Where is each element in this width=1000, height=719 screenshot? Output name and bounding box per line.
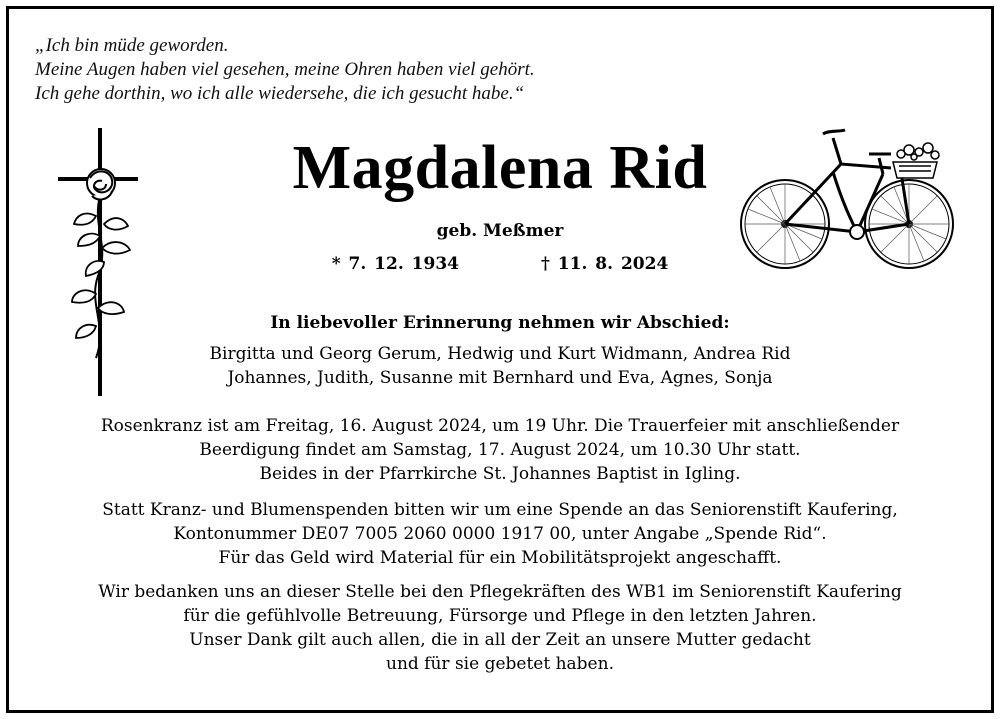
birth-date: * 7. 12. 1934 bbox=[331, 254, 459, 274]
life-dates bbox=[0, 252, 1000, 276]
family-list bbox=[0, 342, 1000, 390]
bicycle-with-flower-basket-icon bbox=[733, 124, 961, 272]
deceased-name: Magdalena Rid bbox=[292, 134, 708, 202]
service-line: Beides in der Pfarrkirche St. Johannes Baptist in Igling. bbox=[259, 464, 741, 484]
quote bbox=[35, 34, 535, 106]
family-line: Birgitta und Georg Gerum, Hedwig und Kurt Widmann, Andrea Rid bbox=[209, 344, 791, 364]
thanks-line: Unser Dank gilt auch allen, die in all der Zeit an unsere Mutter gedacht bbox=[189, 630, 811, 650]
donation-info bbox=[0, 498, 1000, 570]
quote-line: „Ich bin müde geworden. bbox=[35, 35, 229, 56]
quote-line: Meine Augen haben viel gesehen, meine Ohren haben viel gehört. bbox=[35, 59, 535, 80]
donation-line: Statt Kranz- und Blumenspenden bitten wir um eine Spende an das Seniorenstift Kaufering, bbox=[102, 500, 898, 520]
thanks-line: und für sie gebetet haben. bbox=[386, 654, 614, 674]
service-info bbox=[0, 414, 1000, 486]
donation-line: Kontonummer DE07 7005 2060 0000 1917 00, unter Angabe „Spende Rid“. bbox=[173, 524, 827, 544]
farewell-heading: In liebevoller Erinnerung nehmen wir Abschied: bbox=[270, 313, 730, 333]
born-name: geb. Meßmer bbox=[436, 221, 564, 241]
thanks-line: für die gefühlvolle Betreuung, Fürsorge und Pflege in den letzten Jahren. bbox=[183, 606, 817, 626]
donation-line: Für das Geld wird Material für ein Mobilitätsprojekt angeschafft. bbox=[218, 548, 782, 568]
service-line: Rosenkranz ist am Freitag, 16. August 2024, um 19 Uhr. Die Trauerfeier mit anschließender bbox=[100, 416, 900, 436]
family-line: Johannes, Judith, Susanne mit Bernhard und Eva, Agnes, Sonja bbox=[227, 368, 773, 388]
thanks-line: Wir bedanken uns an dieser Stelle bei den Pflegekräften des WB1 im Seniorenstift Kaufering bbox=[98, 582, 902, 602]
thanks-info bbox=[0, 580, 1000, 676]
quote-line: Ich gehe dorthin, wo ich alle wiedersehe, die ich gesucht habe.“ bbox=[35, 83, 525, 104]
service-line: Beerdigung findet am Samstag, 17. August 2024, um 10.30 Uhr statt. bbox=[199, 440, 801, 460]
death-date: † 11. 8. 2024 bbox=[541, 254, 669, 274]
